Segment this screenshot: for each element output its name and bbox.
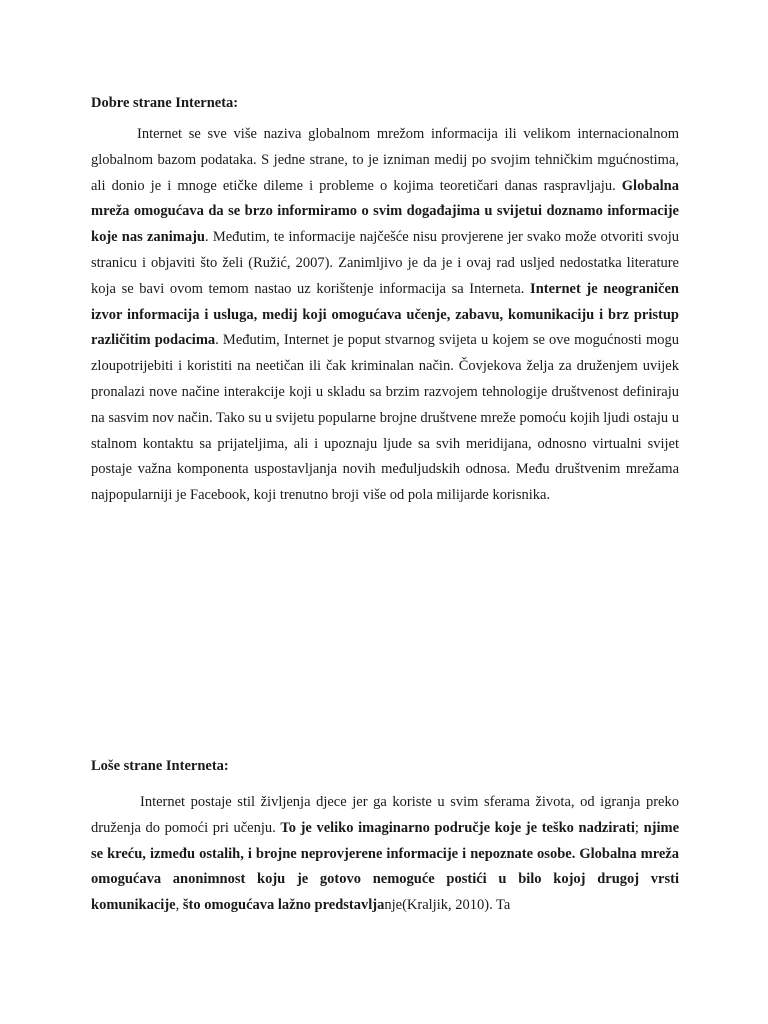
bold-text-run: što omogućava lažno predstavlja: [182, 897, 385, 914]
paragraph-good: [91, 122, 679, 509]
text-run: . Međutim, te informacije najčešće nisu provjerene jer svako može otvoriti svoju stranicu i objaviti što želi (Ružić, 2007). Zanimljivo je da je i ovaj rad usljed nedostatka literature koja se bavi ovom temom nastao uz korištenje informacija sa Interneta.: [91, 229, 679, 297]
text-run: ,: [175, 897, 183, 914]
section-heading-good: Dobre strane Interneta:: [91, 95, 239, 111]
text-run: nje(Kraljik, 2010). Ta: [384, 897, 511, 914]
text-run: ;: [634, 819, 644, 836]
bold-text-run: njime se kreću, između ostalih, i brojne neprovjerene informacije i nepoznate osobe. Globalna mreža omogućava anonimnost koju je gotovo nemoguće postići u bilo kojoj drugoj vrsti komunikacije: [91, 819, 680, 914]
bold-text-run: Internet je neograničen izvor informacija i usluga, medij koji omogućava učenje, zabavu, komunikaciju i brz pristup različitim podacima: [91, 280, 679, 349]
text-run: . Međutim, Internet je poput stvarnog svijeta u kojem se ove mogućnosti mogu zloupotrijebiti i koristiti na neetičan ili čak kriminalan način. Čovjekova želja za druženjem uvijek pronalazi nove načine interakcije koji u skladu sa brzim razvojem tehnologije društvenost definiraju na sasvim nov način. Tako su u svijetu popularne brojne društvene mreže pomoću kojih ljudi ostaju u stalnom kontaktu sa prijateljima, ali i upoznaju ljude sa svih meridijana, odnosno virtualni svijet postaje važna komponenta uspostavljanja novih međuljudskih odnosa. Među društvenim mrežama najpopularniji je Facebook, koji trenutno broji više od pola milijarde korisnika.: [91, 332, 679, 504]
text-run: Internet se sve više naziva globalnom mrežom informacija ili velikom internacionalnom globalnom bazom podataka. S jedne strane, to je izniman medij po svojim tehničkim mgućnostima, ali donio je i mnoge etičke dileme i probleme o kojima teoretičari danas raspravljaju.: [91, 126, 679, 194]
bold-text-run: Globalna mreža omogućava da se brzo informiramo o svim događajima u svijetui doznamo informacije koje nas zanimaju: [91, 177, 679, 246]
section-heading-bad: Loše strane Interneta:: [91, 758, 229, 774]
paragraph-bad: [91, 790, 679, 919]
text-run: Internet postaje stil življenja djece jer ga koriste u svim sferama života, od igranja preko druženja do pomoći pri učenju.: [91, 794, 679, 836]
bold-text-run: To je veliko imaginarno područje koje je teško nadzirati: [280, 819, 635, 836]
